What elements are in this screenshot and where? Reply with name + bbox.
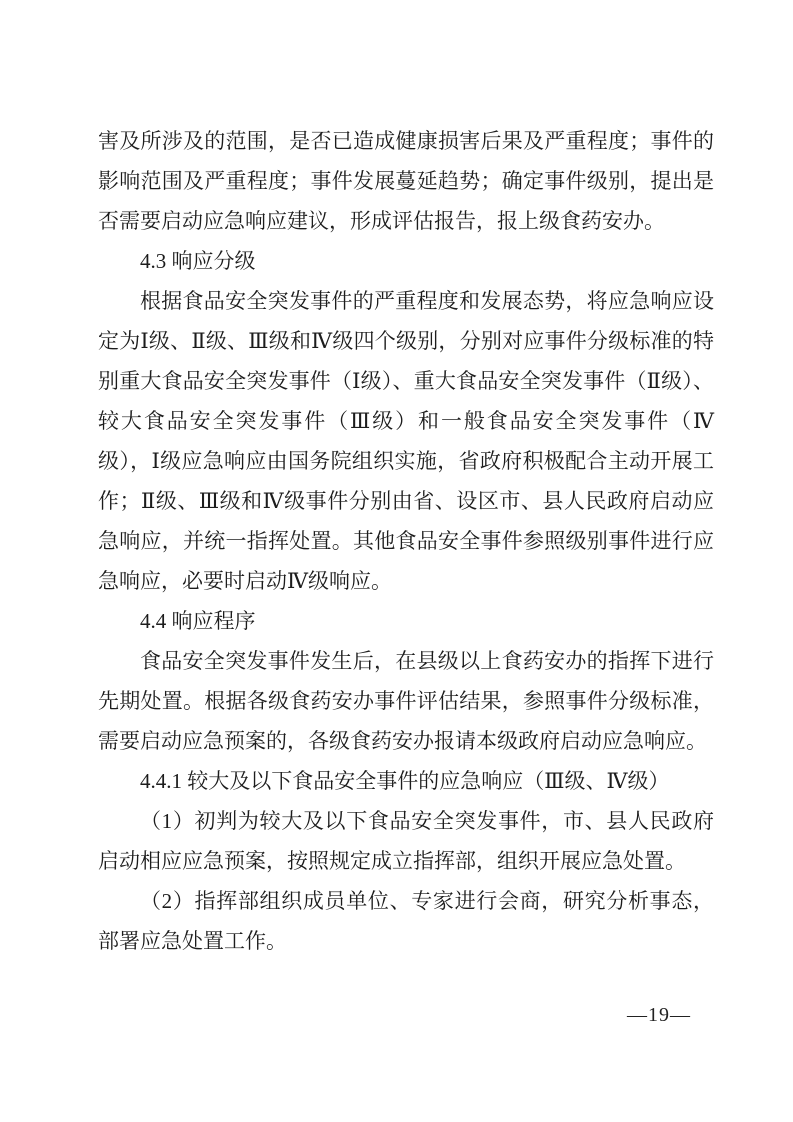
section-heading-4-3: 4.3 响应分级 [140, 249, 256, 273]
subsection-heading-4-4-1: 4.4.1 较大及以下食品安全事件的应急响应（Ⅲ级、Ⅳ级） [140, 769, 670, 793]
page-number: —19— [627, 1004, 691, 1026]
body-paragraph-item-2: （2）指挥部组织成员单位、专家进行会商，研究分析事态，部署应急处置工作。 [98, 889, 714, 953]
body-paragraph-response-procedure: 食品安全突发事件发生后，在县级以上食药安办的指挥下进行先期处置。根据各级食药安办事件评估结果，参照事件分级标准，需要启动应急预案的，各级食药安办报请本级政府启动应急响应。 [98, 649, 714, 753]
body-paragraph-item-1: （1）初判为较大及以下食品安全突发事件，市、县人民政府启动相应应急预案，按照规定成立指挥部，组织开展应急处置。 [98, 809, 714, 873]
body-paragraph-response-levels: 根据食品安全突发事件的严重程度和发展态势，将应急响应设定为Ⅰ级、Ⅱ级、Ⅲ级和Ⅳ级四个级别，分别对应事件分级标准的特别重大食品安全突发事件（Ⅰ级）、重大食品安全突发事件（Ⅱ级）、较大食品安全突发事件（Ⅲ级）和一般食品安全突发事件（Ⅳ级），Ⅰ级应急响应由国务院组织实施，省政府积极配合主动开展工作；Ⅱ级、Ⅲ级和Ⅳ级事件分别由省、设区市、县人民政府启动应急响应，并统一指挥处置。其他食品安全事件参照级别事件进行应急响应，必要时启动Ⅳ级响应。 [98, 289, 714, 593]
document-body [98, 121, 714, 961]
section-heading-4-4: 4.4 响应程序 [140, 609, 256, 633]
body-paragraph-continuation: 害及所涉及的范围，是否已造成健康损害后果及严重程度；事件的影响范围及严重程度；事件发展蔓延趋势；确定事件级别，提出是否需要启动应急响应建议，形成评估报告，报上级食药安办。 [98, 129, 714, 233]
